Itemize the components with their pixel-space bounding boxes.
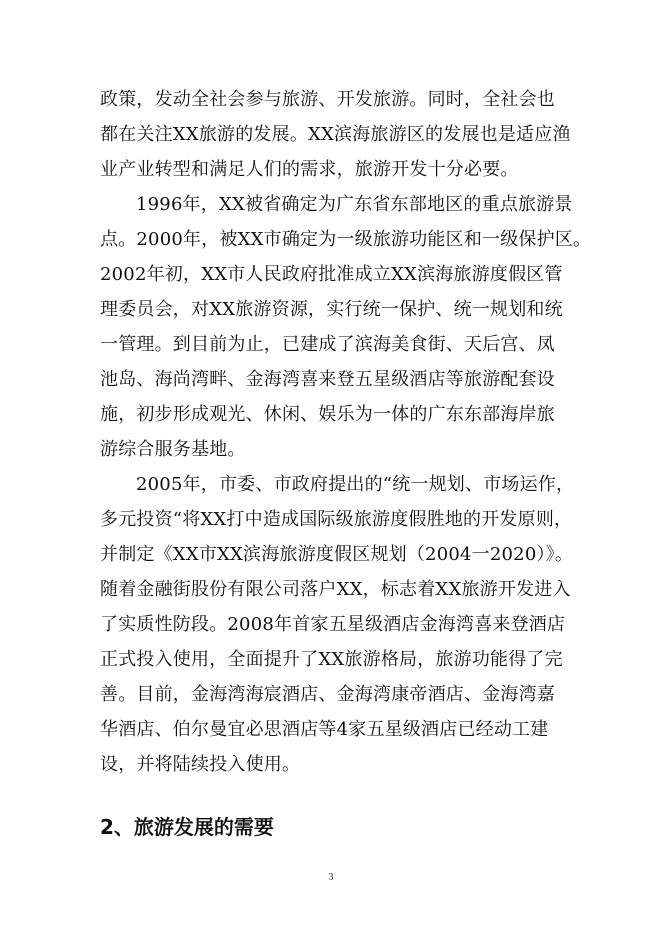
text-line: 业产业转型和满足人们的需求，旅游开发十分必要。	[100, 159, 519, 180]
text-line: 善。目前，金海湾海宸酒店、金海湾康帝酒店、金海湾嘉	[100, 684, 555, 705]
text-line: 都在关注XX旅游的发展。XX滨海旅游区的发展也是适应渔	[100, 124, 571, 145]
text-line: 正式投入使用，全面提升了XX旅游格局，旅游功能得了完	[100, 649, 563, 670]
text-line: 点。2000年，被XX市确定为一级旅游功能区和一级保护区。	[100, 229, 592, 250]
text-line: 随着金融街股份有限公司落户XX，标志着XX旅游开发进入	[100, 579, 571, 600]
text-line: 理委员会，对XX旅游资源，实行统一保护、统一规划和统	[100, 299, 563, 320]
text-line: 了实质性防段。2008年首家五星级酒店金海湾喜来登酒店	[100, 614, 566, 635]
text-line: 政策，发动全社会参与旅游、开发旅游。同时，全社会也	[100, 89, 555, 110]
text-line: 并制定《XX市XX滨海旅游度假区规划（2004一2020）》。	[100, 544, 574, 565]
text-line: 施，初步形成观光、休闲、娱乐为一体的广东东部海岸旅	[100, 404, 555, 425]
text-line: 华酒店、伯尔曼宜必思酒店等4家五星级酒店已经动工建	[100, 719, 549, 740]
text-line: 多元投资“将XX打中造成国际级旅游度假胜地的开发原则，	[100, 509, 573, 530]
text-line: 2002年初，XX市人民政府批准成立XX滨海旅游度假区管	[100, 264, 563, 285]
section-heading: 2、旅游发展的需要	[100, 815, 274, 839]
text-line: 池岛、海尚湾畔、金海湾喜来登五星级酒店等旅游配套设	[100, 369, 555, 390]
text-line: 一管理。到目前为止，已建成了滨海美食街、天后宫、凤	[100, 334, 555, 355]
text-line: 1996年，XX被省确定为广东省东部地区的重点旅游景	[136, 194, 573, 215]
text-line: 游综合服务基地。	[100, 439, 246, 460]
text-line: 2005年，市委、市政府提出的“统一规划、市场运作，	[136, 474, 575, 495]
text-line: 设，并将陆续投入使用。	[100, 754, 301, 775]
page-number: 3	[328, 872, 334, 883]
